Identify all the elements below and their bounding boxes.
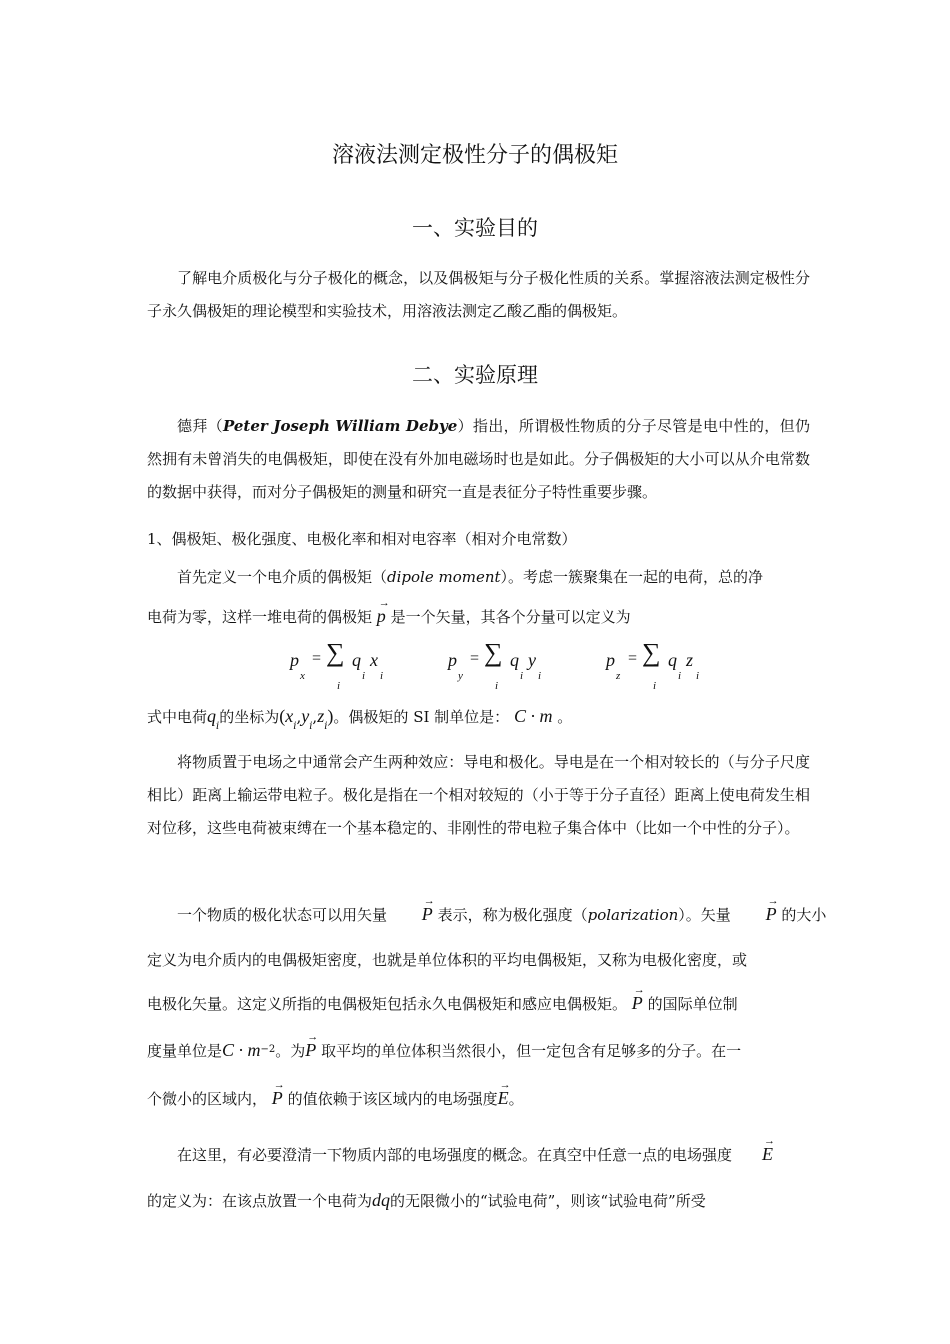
conduction-polarization-paragraph: 将物质置于电场之中通常会产生两种效应：导电和极化。导电是在一个相对较长的（与分子尺度相比）距离上输运带电粒子。极化是指在一个相对较短的（小于等于分子直径）距离上使电荷发生相对位移，这些电荷被束缚在一个基本稳定的、非刚性的带电粒子集合体中（比如一个中性的分子）。	[147, 753, 810, 837]
unit-c-per-m2: C · m	[222, 1040, 261, 1060]
term-dipole-moment: dipole moment	[387, 568, 501, 586]
dipole-paragraph-line2: 电荷为零，这样一堆电荷的偶极矩 → p 是一个矢量，其各个分量可以定义为	[147, 597, 631, 626]
debye-name: Peter Joseph William Debye	[223, 417, 458, 435]
subsection-heading: 1、偶极矩、极化强度、电极化率和相对电容率（相对介电常数）	[147, 530, 577, 548]
document-title: 溶液法测定极性分子的偶极矩	[331, 143, 618, 168]
coordinates-line: 式中电荷$q_i$的坐标为$(x_i,y_i,z_i)$。偶极矩的 SI 制单位是： C · m 。	[147, 706, 573, 732]
document-page: 溶液法测定极性分子的偶极矩 一、实验目的 了解电介质极化与分子极化的概念，以及偶极矩与分子极化性质的关系。掌握溶液法测定极性分子永久偶极矩的理论模型和实验技术，用溶液法测定乙酸乙酯的偶极矩。 二、实验原理 德拜（Peter Joseph William Debye）指出，所谓极性物质的分子尽管是电中性的，但仍然拥有未曾消失的电偶极矩，即使在没有外加电磁场时也是如此。分子偶极矩的大小可以从介电常数的数据中获得，而对分子偶极矩的测量和研究一直是表征分子特性重要步骤。 1、偶极矩、极化强度、电极化率和相对电容率（相对介电常数） 首先定义一个电介质的偶极矩（dipole moment）。考虑一簇聚集在一起的电荷，总的净 电荷为零，这样一堆电荷的偶极矩 → p 是一个矢量，其各个分量可以定义为 p x = ∑ i q i x i p y = ∑ i q i y i p z = ∑ i q i z i 式中电荷$q_i$的坐标为$(x_i,y_i,z_i)$。偶极矩的 SI 制单位是： C · m 。 将物质置于电场之中通常会产生两种效应：导电和极化。导电是在一个相对较长的（与分子尺度相比）距离上输运带电粒子。极化是指在一个相对较短的（小于等于分子直径）距离上使电荷发生相对位移，这些电荷被束缚在一个基本稳定的、非刚性的带电粒子集合体中（比如一个中性的分子）。 一个物质的极化状态可以用矢量 → P 表示，称为极化强度（polarization）。矢量 → P 的大小 定义为电介质内的电偶极矩密度，也就是单位体积的平均电偶极矩，又称为电极化密度，或 电极化矢量。这定义所指的电偶极矩包括永久电偶极矩和感应电偶极矩。 → P 的国际单位制 度量单位是$C \cdot m^{-2}$。为 → P 取平均的单位体积当然很小，但一定包含有足够多的分子。在一 个微小的区域内， → P 的值依赖于该区域内的电场强度 → E。 在这里，有必要澄清一下物质内部的电场强度的概念。在真空中任意一点的电场强度 → E 的定义为：在该点放置一个电荷为dq的无限微小的“试验电荷”，则该“试验电荷”所受	[0, 0, 950, 1344]
term-polarization: polarization	[587, 906, 679, 924]
dipole-paragraph-line1: 首先定义一个电介质的偶极矩（dipole moment）。考虑一簇聚集在一起的电荷，总的净	[177, 568, 764, 586]
vector-p: → p	[376, 597, 390, 626]
purpose-paragraph: 了解电介质极化与分子极化的概念，以及偶极矩与分子极化性质的关系。掌握溶液法测定极性分子永久偶极矩的理论模型和实验技术，用溶液法测定乙酸乙酯的偶极矩。	[147, 269, 810, 320]
polarization-line5: 个微小的区域内， → P 的值依赖于该区域内的电场强度 → E。	[147, 1079, 524, 1108]
polarization-line4: 度量单位是$C \cdot m^{-2}$。为 → P 取平均的单位体积当然很小，但一定包含有足够多的分子。在一	[147, 1031, 742, 1060]
polarization-line3: 电极化矢量。这定义所指的电偶极矩包括永久电偶极矩和感应电偶极矩。 → P 的国际单位制	[147, 984, 738, 1013]
field-paragraph-line2: 的定义为：在该点放置一个电荷为dq的无限微小的“试验电荷”，则该“试验电荷”所受	[147, 1190, 706, 1210]
section-heading-purpose: 一、实验目的	[412, 216, 538, 240]
polarization-line1: 一个物质的极化状态可以用矢量 → P 表示，称为极化强度（polarization）。矢量 → P 的大小	[177, 895, 827, 924]
polarization-line2: 定义为电介质内的电偶极矩密度，也就是单位体积的平均电偶极矩，又称为电极化密度，或	[147, 951, 748, 969]
unit-cm: C · m	[513, 706, 553, 726]
debye-paragraph: 德拜（Peter Joseph William Debye）指出，所谓极性物质的分子尽管是电中性的，但仍然拥有未曾消失的电偶极矩，即使在没有外加电磁场时也是如此。分子偶极矩的大小可以从介电常数的数据中获得，而对分子偶极矩的测量和研究一直是表征分子特性重要步骤。	[147, 417, 810, 501]
field-paragraph-line1: 在这里，有必要澄清一下物质内部的电场强度的概念。在真空中任意一点的电场强度 → E	[177, 1135, 776, 1164]
section-heading-principle: 二、实验原理	[412, 363, 538, 387]
